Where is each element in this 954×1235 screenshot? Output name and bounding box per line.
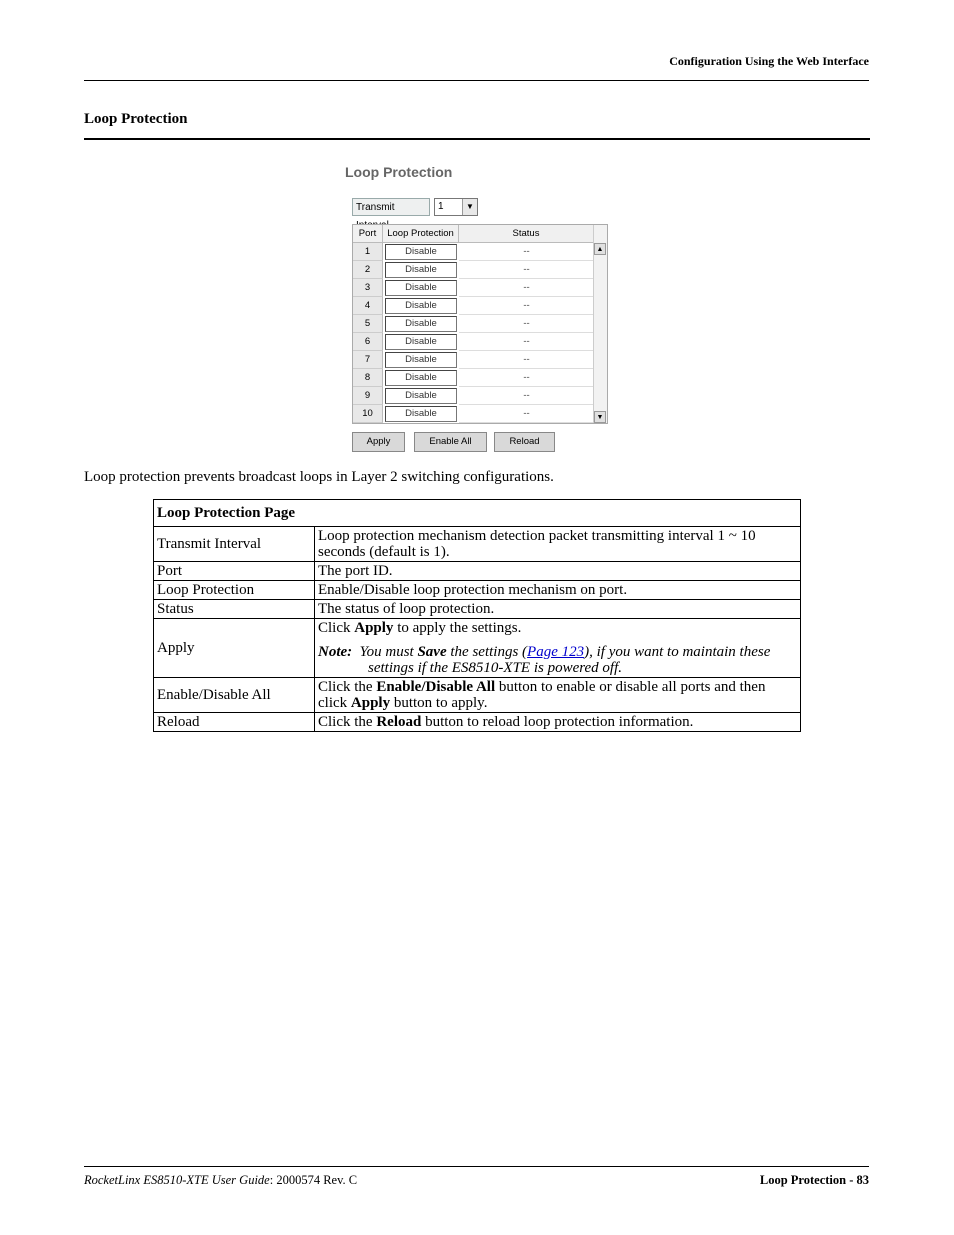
loop-protection-select[interactable]: Disable [385,406,457,422]
table-row [154,562,801,581]
section-rule [84,138,870,140]
intro-paragraph: Loop protection prevents broadcast loops in Layer 2 switching configurations. [84,469,554,485]
status-cell: -- [459,333,594,351]
port-cell: 8 [353,369,383,387]
note-label: Note: [318,644,353,660]
status-cell: -- [459,369,594,387]
transmit-interval-label: Transmit [352,198,430,216]
table-row [154,527,801,562]
port-cell: 4 [353,297,383,315]
status-cell: -- [459,351,594,369]
port-cell: 6 [353,333,383,351]
status-cell: -- [459,297,594,315]
footer-guide [84,1173,357,1188]
table-row [353,279,594,297]
port-cell: 10 [353,405,383,423]
term-cell: Reload [154,713,315,732]
table-row [154,619,801,678]
loop-protection-select[interactable]: Disable [385,370,457,386]
description-cell [315,619,801,678]
reference-table [153,499,801,732]
table-row [154,581,801,600]
port-cell: 5 [353,315,383,333]
reload-button[interactable]: Reload [494,432,555,452]
apply-button[interactable]: Apply [352,432,405,452]
section-title: Loop Protection [84,111,188,127]
desc-text: button to enable or disable all ports and then click [318,679,766,711]
loop-protection-select[interactable]: Disable [385,280,457,296]
status-cell: -- [459,405,594,423]
port-cell: 9 [353,387,383,405]
desc-bold: Apply [354,620,394,636]
column-header-port: Port [353,225,383,243]
footer-guide-rev: : 2000574 Rev. C [269,1173,358,1187]
desc-bold: Apply [350,695,391,711]
desc-text: button to apply. [390,695,488,711]
term-cell: Port [154,562,315,581]
table-row [353,369,594,387]
enable-all-button[interactable]: Enable All [414,432,487,452]
loop-protection-select[interactable]: Disable [385,298,457,314]
description-cell: The port ID. [315,562,801,581]
footer-page-label: Loop Protection - 83 [759,1173,869,1187]
port-cell: 3 [353,279,383,297]
status-cell: -- [459,261,594,279]
note-text: the settings ( [446,644,528,660]
table-row [353,297,594,315]
term-cell: Status [154,600,315,619]
transmit-interval-select[interactable] [434,198,478,216]
loop-protection-select[interactable]: Disable [385,352,457,368]
description-cell: Loop protection mechanism detection packet transmitting interval 1 ~ 10 seconds (default is 1). [315,527,801,562]
table-row [353,351,594,369]
term-cell: Loop Protection [154,581,315,600]
desc-bold: Reload [376,714,422,730]
table-row [154,500,801,527]
note-text: ), if you want to maintain these settings if the ES8510-XTE is powered off. [368,644,771,676]
port-cell: 2 [353,261,383,279]
table-heading: Loop Protection Page [154,500,801,527]
note-text: You must [359,644,418,660]
table-row [353,405,594,423]
footer-guide-title: RocketLinx ES8510-XTE User Guide [84,1173,270,1187]
transmit-interval-value: 1 [438,201,444,212]
table-row [353,387,594,405]
scroll-up-icon[interactable]: ▲ [594,243,606,255]
term-cell: Apply [154,619,315,678]
scroll-down-icon[interactable]: ▼ [594,411,606,423]
vertical-scrollbar[interactable] [593,225,607,423]
loop-protection-select[interactable]: Disable [385,262,457,278]
column-header-loop-protection: Loop Protection [383,225,459,243]
column-header-status: Status [459,225,594,243]
desc-text: Click the [318,714,377,730]
description-cell [315,713,801,732]
page-link[interactable]: Page 123 [527,644,585,660]
status-cell: -- [459,315,594,333]
chevron-down-icon[interactable]: ▼ [462,199,477,215]
port-cell: 1 [353,243,383,261]
table-row [154,713,801,732]
figure-title: Loop Protection [345,164,453,180]
desc-text: Click the [318,679,377,695]
footer-rule [84,1166,869,1167]
term-cell: Transmit Interval [154,527,315,562]
description-cell: Enable/Disable loop protection mechanism on port. [315,581,801,600]
header-rule [84,80,869,81]
table-row [353,243,594,261]
note-bold: Save [417,644,447,660]
status-cell: -- [459,387,594,405]
desc-bold: Enable/Disable All [376,679,496,695]
table-row [154,600,801,619]
desc-text: to apply the settings. [393,620,522,636]
description-cell: The status of loop protection. [315,600,801,619]
table-row [353,315,594,333]
port-cell: 7 [353,351,383,369]
note [318,644,797,676]
loop-protection-select[interactable]: Disable [385,334,457,350]
desc-text: Click [318,620,355,636]
status-cell: -- [459,243,594,261]
table-row [353,333,594,351]
term-cell: Enable/Disable All [154,678,315,713]
loop-protection-screenshot [340,160,620,460]
loop-protection-select[interactable]: Disable [385,388,457,404]
table-row [353,261,594,279]
running-header: Configuration Using the Web Interface [669,54,869,68]
port-grid [352,224,608,424]
description-cell [315,678,801,713]
table-row [154,678,801,713]
loop-protection-select[interactable]: Disable [385,316,457,332]
desc-text: button to reload loop protection information. [421,714,694,730]
loop-protection-select[interactable]: Disable [385,244,457,260]
status-cell: -- [459,279,594,297]
